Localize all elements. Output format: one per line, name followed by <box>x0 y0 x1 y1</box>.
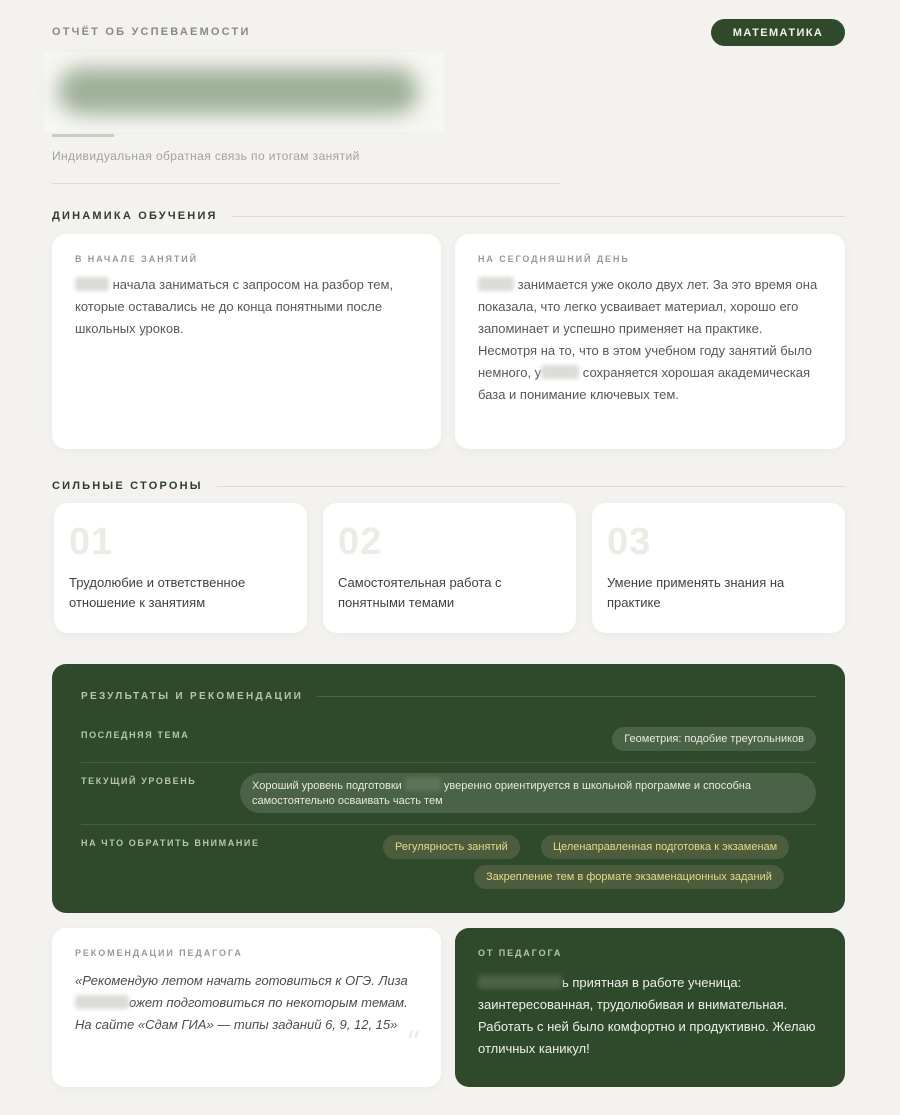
card-label: В НАЧАЛЕ ЗАНЯТИЙ <box>75 254 199 264</box>
card-start <box>52 234 441 449</box>
recommendation-quote: «Рекомендую летом начать готовиться к ОГЭ. Лиза ожет подготовиться по некоторым темам. На сайте «Сдам ГИА» — типы заданий 6, 9, 12, 15» <box>75 973 408 1032</box>
page-subtitle: Индивидуальная обратная связь по итогам занятий <box>52 149 360 163</box>
strength-number: 02 <box>338 521 383 563</box>
attention-pill: Регулярность занятий <box>383 835 520 859</box>
strength-number: 01 <box>69 521 114 563</box>
attention-label: НА ЧТО ОБРАТИТЬ ВНИМАНИЕ <box>81 838 260 848</box>
strength-card <box>592 503 845 633</box>
last-topic-label: ПОСЛЕДНЯЯ ТЕМА <box>81 730 190 740</box>
redacted-name <box>478 277 514 291</box>
card-label: РЕКОМЕНДАЦИИ ПЕДАГОГА <box>75 948 243 958</box>
quote-mark-icon: “ <box>405 1026 421 1061</box>
level-pill: Хороший уровень подготовки уверенно ориентируется в школьной программе и способна самостоятельно осваивать часть тем <box>240 773 816 813</box>
strength-text: Умение применять знания на практике <box>607 575 785 610</box>
attention-pill: Закрепление тем в формате экзаменационных заданий <box>474 865 784 889</box>
subject-badge: МАТЕМАТИКА <box>711 19 845 46</box>
strength-text: Самостоятельная работа с понятными темами <box>338 575 502 610</box>
redacted-name <box>405 777 441 791</box>
teacher-message: ь приятная в работе ученица: заинтересованная, трудолюбивая и внимательная. Работать с ней было комфортно и продуктивно. Желаю отличных каникул! <box>478 975 816 1056</box>
section-strengths <box>52 479 845 493</box>
student-name-redacted <box>44 52 444 132</box>
last-topic-pill: Геометрия: подобие треугольников <box>612 727 816 751</box>
results-title: РЕЗУЛЬТАТЫ И РЕКОМЕНДАЦИИ <box>81 690 304 702</box>
header-divider <box>52 183 560 184</box>
section-dynamics <box>52 209 845 223</box>
redacted-name <box>541 365 579 379</box>
strength-card <box>54 503 307 633</box>
attention-pill: Целенаправленная подготовка к экзаменам <box>541 835 789 859</box>
card-today <box>455 234 845 449</box>
section-title: ДИНАМИКА ОБУЧЕНИЯ <box>52 210 218 222</box>
section-title: СИЛЬНЫЕ СТОРОНЫ <box>52 480 203 492</box>
card-text: начала заниматься с запросом на разбор тем, которые оставались не до конца понятными после школьных уроков. <box>75 277 394 336</box>
redacted-name <box>75 277 109 291</box>
redacted-name <box>75 995 129 1009</box>
card-text: занимается уже около двух лет. За это время она показала, что легко усваивает материал, хорошо его запоминает и успешно применяет на практике. Несмотря на то, что в этом учебном году занятий было немного, у сохраняется хорошая академическая база и понимание ключевых тем. <box>478 277 818 402</box>
card-label: ОТ ПЕДАГОГА <box>478 948 563 958</box>
report-label: ОТЧЁТ ОБ УСПЕВАЕМОСТИ <box>52 26 251 38</box>
title-underline <box>52 134 114 137</box>
strength-text: Трудолюбие и ответственное отношение к занятиям <box>69 575 246 610</box>
card-label: НА СЕГОДНЯШНИЙ ДЕНЬ <box>478 254 630 264</box>
strength-card <box>323 503 576 633</box>
results-panel <box>52 664 845 913</box>
teacher-recommendations-card <box>52 928 441 1087</box>
from-teacher-card <box>455 928 845 1087</box>
results-header <box>81 690 816 702</box>
level-label: ТЕКУЩИЙ УРОВЕНЬ <box>81 776 197 786</box>
strength-number: 03 <box>607 521 652 563</box>
redacted-name <box>478 975 562 989</box>
